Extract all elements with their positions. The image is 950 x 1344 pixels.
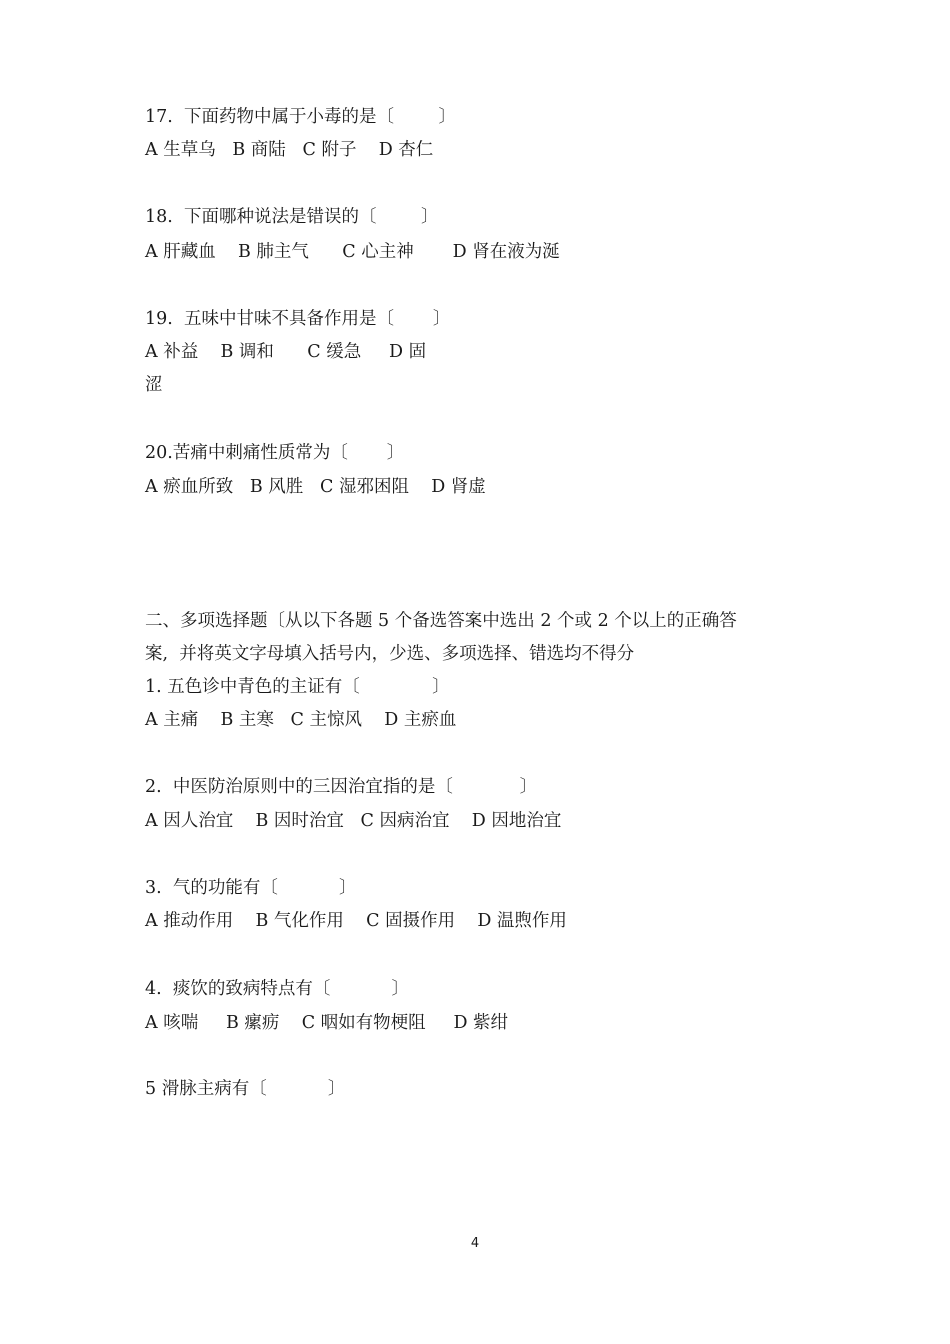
question-17-stem: 17. 下面药物中属于小毒的是〔 〕 (145, 107, 456, 127)
question-19-stem: 19. 五味中甘味不具备作用是〔 〕 (145, 309, 451, 329)
question-20-options: A 瘀血所致 B 风胜 C 湿邪困阻 D 肾虚 (145, 477, 486, 497)
question-20-stem: 20.苦痛中刺痛性质常为〔 〕 (145, 443, 405, 463)
multi-question-1-options: A 主痛 B 主寒 C 主惊风 D 主瘀血 (145, 710, 457, 730)
question-17-options: A 生草乌 B 商陆 C 附子 D 杏仁 (145, 140, 434, 160)
multi-question-2-stem: 2. 中医防治原则中的三因治宜指的是〔 〕 (145, 777, 538, 797)
page-number: 4 (470, 1236, 480, 1251)
multi-question-4-stem: 4. 痰饮的致病特点有〔 〕 (145, 979, 410, 999)
multi-question-2-options: A 因人治宜 B 因时治宜 C 因病治宜 D 因地治宜 (145, 811, 562, 831)
question-19-options: A 补益 B 调和 C 缓急 D 固 (145, 342, 427, 362)
question-18-options: A 肝藏血 B 肺主气 C 心主神 D 肾在液为涎 (145, 242, 560, 262)
section-2-heading-line2: 案, 并将英文字母填入括号内，少选、多项选择、错选均不得分 (145, 644, 635, 664)
multi-question-4-options: A 咳喘 B 瘰疬 C 咽如有物梗阻 D 紫绀 (145, 1013, 509, 1033)
section-2-heading-line1: 二、多项选择题〔从以下各题 5 个备选答案中选出 2 个或 2 个以上的正确答 (145, 611, 737, 631)
multi-question-3-stem: 3. 气的功能有〔 〕 (145, 878, 357, 898)
multi-question-3-options: A 推动作用 B 气化作用 C 固摄作用 D 温煦作用 (145, 911, 567, 931)
question-19-options-cont: 涩 (145, 375, 163, 395)
question-18-stem: 18. 下面哪种说法是错误的〔 〕 (145, 207, 439, 227)
multi-question-5-stem: 5 滑脉主病有〔 〕 (145, 1079, 346, 1099)
multi-question-1-stem: 1. 五色诊中青色的主证有〔 〕 (145, 677, 450, 697)
